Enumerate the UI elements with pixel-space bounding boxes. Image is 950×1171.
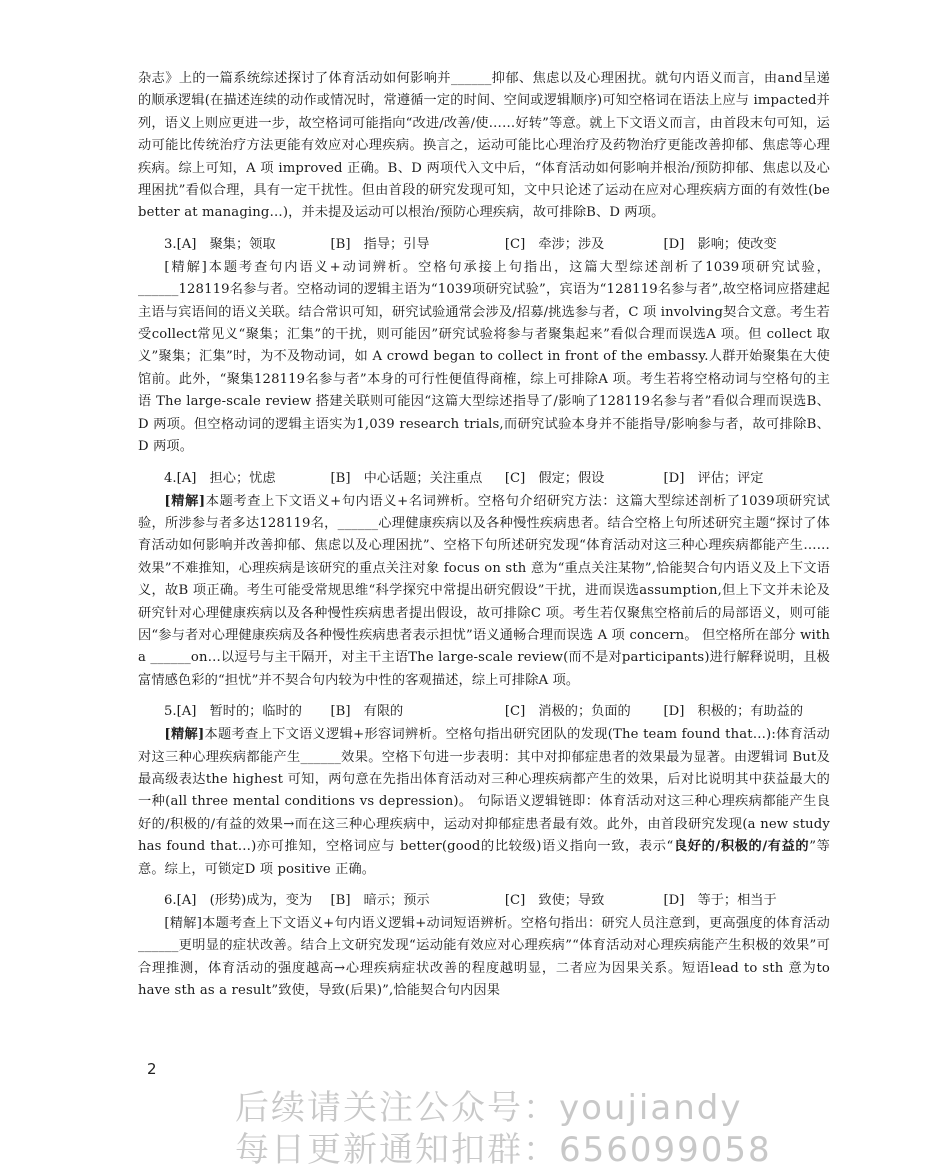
q3-option-d: [D] 影响；使改变: [663, 236, 777, 252]
q5-option-b: [B] 有限的: [330, 704, 404, 720]
q3-options: [138, 233, 830, 257]
q5-option-d: [D] 积极的；有助益的: [663, 704, 804, 720]
q6-option-d: [D] 等于；相当于: [663, 893, 777, 908]
page-number: 2: [147, 1060, 157, 1078]
watermark-line-1: 后续请关注公众号：youjiandy: [235, 1088, 743, 1128]
q3-option-a: 3.[A] 聚集；领取: [164, 236, 276, 252]
q5-emphasis: 良好的/积极的/有益的: [673, 839, 810, 855]
q4-explanation: [138, 491, 830, 693]
q4-label: [精解]: [164, 493, 206, 509]
q3-explanation: [精解]本题考查句内语义+动词辨析。空格句承接上句指出，这篇大型综述剖析了1039项研究试验，______128119名参与者。空格动词的逻辑主语为“1039项研究试验”，宾语为“128119名参与者”,故空格词应搭建起主语与宾语间的语义关联。结合常识可知，研究试验通常会涉及/招募/挑选参与者，C 项 involving契合文意。考生若受collect常见义“聚集；汇集”的干扰，则可能因”研究试验将参与者聚集起来”看似合理而误选A 项。但 collect 取义”聚集；汇集”时，为不及物动词，如 A crowd began to collect in front of the embassy.人群开始聚集在大使馆前。此外，“聚集128119名参与者”本身的可行性便值得商榷，综上可排除A 项。考生若将空格动词与空格句的主语 The large-scale review 搭建关联则可能因“这篇大型综述指导了/影响了128119名参与者”看似合理而误选B、D 两项。但空格动词的逻辑主语实为1,039 research trials,而研究试验本身并不能指导/影响参与者，故可排除B、D 两项。: [138, 259, 830, 455]
q6-options: [138, 889, 830, 913]
q4-option-c: [C] 假定；假设: [504, 470, 605, 486]
intro-paragraph: 杂志》上的一篇系统综述探讨了体育活动如何影响并______抑郁、焦虑以及心理困扰。就句内语义而言，由and呈递的顺承逻辑(在描述连续的动作或情况时，常遵循一定的时间、空间或逻辑顺序)可知空格词在语法上应与 impacted并列，语义上则应更进一步，故空格词可能指向“改进/改善/使……好转”等意。就上下文语义而言，由首段末句可知，运动可能比传统治疗方法更能有效应对心理疾病。换言之，运动可能比心理治疗及药物治疗更能改善抑郁、焦虑等心理疾病。综上可知，A 项 improved 正确。B、D 两项代入文中后，“体育活动如何影响并根治/预防抑郁、焦虑以及心理困扰”看似合理，具有一定干扰性。但由首段的研究发现可知，文中只论述了运动在应对心理疾病方面的有效性(be better at managing…)，并未提及运动可以根治/预防心理疾病，故可排除B、D 两项。: [138, 71, 830, 221]
q5-option-c: [C] 消极的；负面的: [504, 704, 631, 720]
q5-label: [精解]: [164, 727, 205, 743]
q5-options: [138, 700, 830, 724]
q4-option-d: [D] 评估；评定: [663, 470, 764, 486]
watermark-line-2: 每日更新通知扣群：656099058: [235, 1130, 772, 1170]
document-body: [138, 68, 830, 1003]
q4-options: [138, 467, 830, 491]
q4-option-b: [B] 中心话题；关注重点: [330, 470, 483, 486]
q4-option-a: 4.[A] 担心；忧虑: [164, 470, 276, 486]
q6-explanation: [精解]本题考查上下文语义+句内语义逻辑+动词短语辨析。空格句指出：研究人员注意到，更高强度的体育活动______更明显的症状改善。结合上文研究发现“运动能有效应对心理疾病”“体育活动对心理疾病能产生积极的效果”可合理推测，体育活动的强度越高→心理疾病症状改善的程度越明显，二者应为因果关系。短语lead to sth 意为to have sth as a result”致使，导致(后果)”,恰能契合句内因果: [138, 916, 830, 999]
q6-option-b: [B] 暗示；预示: [330, 893, 430, 908]
q6-option-c: [C] 致使；导致: [504, 893, 605, 908]
q6-option-a: 6.[A] (形势)成为，变为: [164, 893, 313, 908]
q5-explanation-end: ”等意。综上，可锁定D 项 positive 正确。: [138, 839, 830, 877]
q5-explanation: [138, 724, 830, 881]
q3-option-b: [B] 指导；引导: [330, 236, 430, 252]
q5-option-a: 5.[A] 暂时的；临时的: [164, 704, 302, 720]
q3-option-c: [C] 牵涉；涉及: [504, 236, 605, 252]
q4-explanation-text: 本题考查上下文语义+句内语义+名词辨析。空格句介绍研究方法：这篇大型综述剖析了1039项研究试验，所涉参与者多达128119名，______心理健康疾病以及各种慢性疾病患者。结合空格上句所述研究主题“探讨了体育活动如何影响并改善抑郁、焦虑以及心理困扰”、空格下句所述研究发现“体育活动对这三种心理疾病都能产生……效果”不难推知，心理疾病是该研究的重点关注对象 focus on sth 意为“重点关注某物”,恰能契合句内语义及上下文语义，故B 项正确。考生可能受常规思维“科学探究中常提出研究假设”干扰，进而误选assumption,但上下文并未论及研究针对心理健康疾病以及各种慢性疾病患者提出假设，故可排除C 项。考生若仅聚焦空格前后的局部语义，则可能因“参与者对心理健康疾病及各种慢性疾病患者表示担忧”语义通畅合理而误选 A 项 concern。 但空格所在部分 with a ______on…以逗号与主干隔开，对主干主语The large-scale review(而不是对participants)进行解释说明，且极富情感色彩的“担忧”并不契合句内较为中性的客观描述，综上可排除A 项。: [138, 493, 830, 688]
q5-explanation-text: 本题考查上下文语义逻辑+形容词辨析。空格句指出研究团队的发现(The team found that…):体育活动对这三种心理疾病都能产生______效果。空格下句进一步表明：其中对抑郁症患者的效果最为显著。由逻辑词 But及最高级表达the highest 可知，两句意在先指出体育活动对三种心理疾病都产生的效果，后对比说明其中获益最大的一种(all three mental conditions vs depression)。 句际语义逻辑链即：体育活动对这三种心理疾病都能产生良好的/积极的/有益的效果→而在这三种心理疾病中，运动对抑郁症患者最有效。此外，由首段研究发现(a new study has found that…)亦可推知，空格词应与 better(good的比较级)语义指向一致，表示“: [138, 727, 830, 855]
